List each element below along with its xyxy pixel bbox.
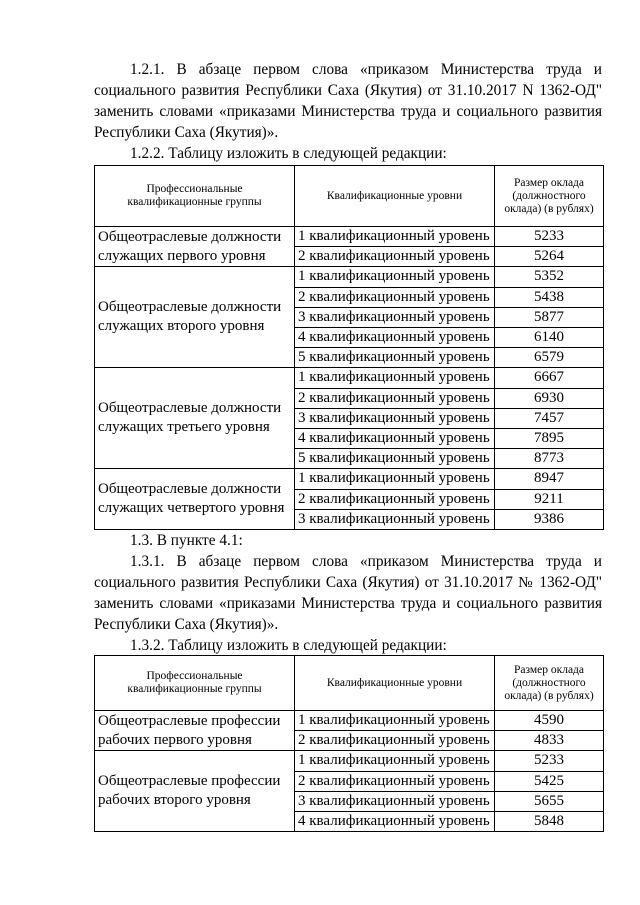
- table-row: [95, 751, 604, 771]
- level-cell: 2 квалификационный уровень: [295, 731, 495, 751]
- group-cell: Общеотраслевые должности служащих второго уровня: [95, 267, 295, 368]
- level-cell: 2 квалификационный уровень: [295, 247, 495, 267]
- level-cell: 1 квалификационный уровень: [295, 711, 495, 731]
- group-cell: Общеотраслевые должности служащих первого уровня: [95, 227, 295, 267]
- salary-cell: 8947: [495, 469, 604, 489]
- paragraph-1-2-2: 1.2.2. Таблицу изложить в следующей редакции:: [130, 145, 447, 162]
- salary-cell: 6579: [495, 348, 604, 368]
- table-row: [95, 368, 604, 388]
- salary-cell: 4833: [495, 731, 604, 751]
- salary-cell: 6930: [495, 388, 604, 408]
- level-cell: 5 квалификационный уровень: [295, 449, 495, 469]
- level-cell: 5 квалификационный уровень: [295, 348, 495, 368]
- header-salary: Размер оклада (должностного оклада) (в рублях): [495, 656, 604, 711]
- header-salary: Размер оклада (должностного оклада) (в рублях): [495, 166, 604, 227]
- group-cell: Общеотраслевые должности служащих третьего уровня: [95, 368, 295, 469]
- level-cell: 4 квалификационный уровень: [295, 812, 495, 832]
- salary-cell: 9211: [495, 489, 604, 509]
- table-row: [95, 267, 604, 287]
- table-row: [95, 227, 604, 247]
- salary-cell: 4590: [495, 711, 604, 731]
- salary-cell: 8773: [495, 449, 604, 469]
- level-cell: 2 квалификационный уровень: [295, 489, 495, 509]
- salary-cell: 5233: [495, 227, 604, 247]
- header-level: Квалификационные уровни: [295, 656, 495, 711]
- salary-table-workers: [94, 655, 604, 832]
- salary-cell: 5352: [495, 267, 604, 287]
- paragraph-1-3: 1.3. В пункте 4.1:: [130, 532, 243, 549]
- level-cell: 1 квалификационный уровень: [295, 368, 495, 388]
- level-cell: 2 квалификационный уровень: [295, 388, 495, 408]
- salary-cell: 5848: [495, 812, 604, 832]
- salary-cell: 7457: [495, 408, 604, 428]
- level-cell: 3 квалификационный уровень: [295, 408, 495, 428]
- paragraph-1-2-1: 1.2.1. В абзаце первом слова «приказом Министерства труда и социального развития Республики Саха (Якутия) от 31.10.2017 N 1362-ОД" заменить словами «приказами Министерства труда и социального развития Республики Саха (Якутия)».: [94, 61, 602, 141]
- level-cell: 1 квалификационный уровень: [295, 469, 495, 489]
- level-cell: 3 квалификационный уровень: [295, 509, 495, 529]
- level-cell: 3 квалификационный уровень: [295, 307, 495, 327]
- header-group: Профессиональные квалификационные группы: [95, 166, 295, 227]
- salary-cell: 5425: [495, 771, 604, 791]
- paragraph-1-3-2: 1.3.2. Таблицу изложить в следующей редакции:: [130, 637, 447, 654]
- header-group: Профессиональные квалификационные группы: [95, 656, 295, 711]
- salary-cell: 5233: [495, 751, 604, 771]
- group-cell: Общеотраслевые должности служащих четвертого уровня: [95, 469, 295, 530]
- salary-cell: 9386: [495, 509, 604, 529]
- level-cell: 1 квалификационный уровень: [295, 751, 495, 771]
- table-row: [95, 711, 604, 731]
- level-cell: 3 квалификационный уровень: [295, 791, 495, 811]
- salary-cell: 5438: [495, 287, 604, 307]
- table-row: [95, 469, 604, 489]
- level-cell: 2 квалификационный уровень: [295, 771, 495, 791]
- salary-table-employees: [94, 165, 604, 530]
- salary-cell: 5264: [495, 247, 604, 267]
- level-cell: 1 квалификационный уровень: [295, 227, 495, 247]
- header-level: Квалификационные уровни: [295, 166, 495, 227]
- salary-cell: 6667: [495, 368, 604, 388]
- level-cell: 4 квалификационный уровень: [295, 429, 495, 449]
- salary-cell: 5877: [495, 307, 604, 327]
- paragraph-1-3-1: 1.3.1. В абзаце первом слова «приказом Министерства труда и социального развития Республики Саха (Якутия) от 31.10.2017 № 1362-ОД" заменить словами «приказами Министерства труда и социального развития Республики Саха (Якутия)».: [94, 553, 602, 633]
- level-cell: 1 квалификационный уровень: [295, 267, 495, 287]
- level-cell: 2 квалификационный уровень: [295, 287, 495, 307]
- salary-cell: 6140: [495, 328, 604, 348]
- group-cell: Общеотраслевые профессии рабочих первого уровня: [95, 711, 295, 751]
- salary-cell: 7895: [495, 429, 604, 449]
- salary-cell: 5655: [495, 791, 604, 811]
- group-cell: Общеотраслевые профессии рабочих второго уровня: [95, 751, 295, 832]
- level-cell: 4 квалификационный уровень: [295, 328, 495, 348]
